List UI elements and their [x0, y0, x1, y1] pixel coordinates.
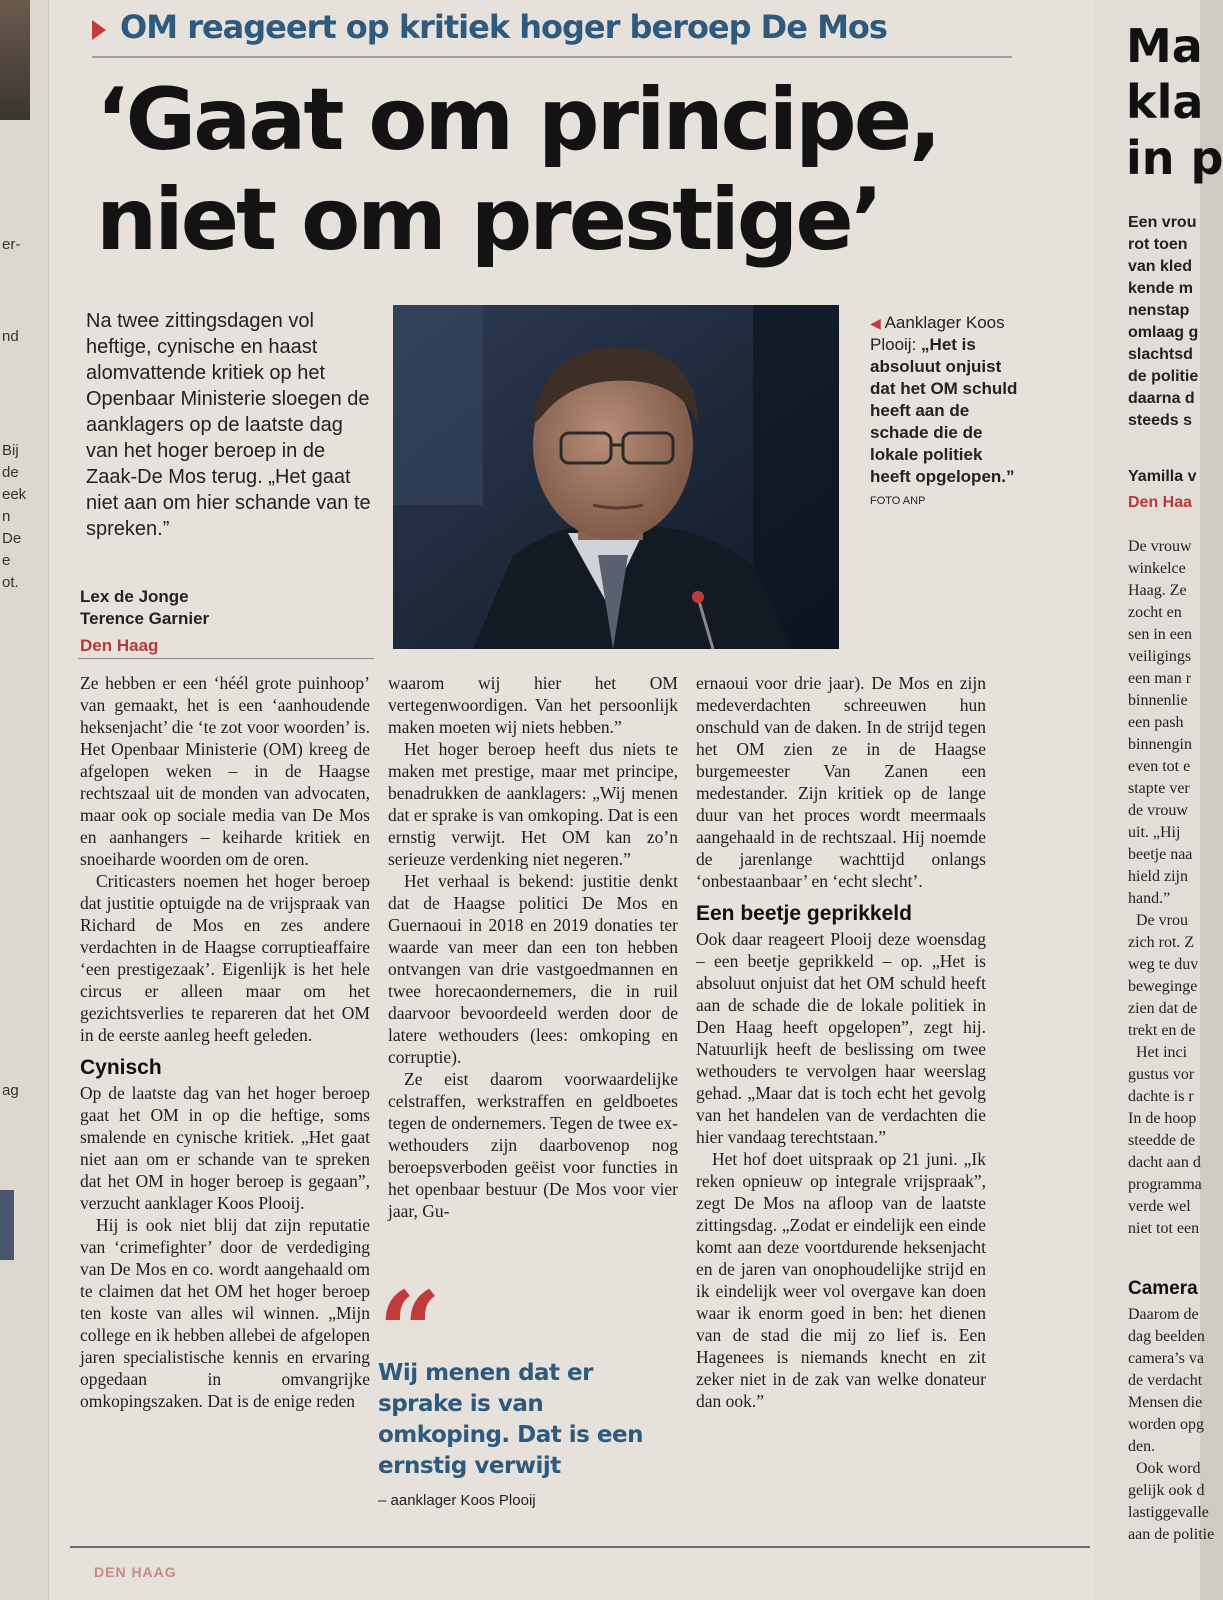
paragraph: Het hof doet uitspraak op 21 juni. „Ik reken opnieuw op integrale vrijspraak”, zegt De Mos na afloop van de laatste zittingsdag. „Zodat er eindelijk een einde komt aan deze voortdurende heksenjacht en de jaren van onophoudelijke strijd en ik eindelijk weer vol overgave kan doen waar ik enorm goed in ben: het dienen van de stad die mij zo lief is. Een Hagenees is niemands knecht en zit zeker niet in de zak van welke donateur dan ook.” [696, 1149, 986, 1411]
paragraph: Op de laatste dag van het hoger beroep gaat het OM in op die heftige, soms smalende en cynische kritiek. „Het gaat niet aan om er schande van te spreken dat het OM in hoger beroep is gegaan”, verzucht aanklager Koos Plooij. [80, 1083, 370, 1213]
right-headline-fragment: Ma kla in p [1126, 19, 1223, 185]
prosecutor-photo-illustration [393, 305, 839, 649]
left-fragment-text: nd [2, 328, 19, 345]
left-fragment-text: Bij [2, 442, 19, 459]
paragraph: Ze hebben er een ‘héél grote puinhoop’ van gemaakt, het is een ‘aanhoudende heksenjacht’ die ‘te zot voor woorden’ is. Het Openbaar Ministerie (OM) kreeg de afgelopen weken – in de Haagse rechtszaal uit de monden van advocaten, maar ook op sociale media van De Mos en aanhangers – keiharde kritiek en snoeiharde woorden om de oren. [80, 673, 370, 869]
right-author-fragment: Yamilla v [1128, 468, 1197, 485]
page-bottom-rule [70, 1546, 1090, 1548]
pull-quote [378, 1267, 670, 1509]
kicker-text: OM reageert op kritiek hoger beroep De Mos [120, 8, 887, 46]
left-fragment-text: de [2, 464, 19, 481]
left-fragment-text: De [2, 530, 22, 547]
author-name: Lex de Jonge [80, 587, 189, 606]
paragraph: Criticasters noemen het hoger beroep dat justitie optuigde na de vrijspraak van Richard de Mos en zes andere verdachten in de Haagse corruptieaffaire ‘een prestigezaak’. Eigenlijk is het hele circus er alleen maar om het gezichtsverlies te repareren dat het OM in de eerste aanleg heeft geleden. [80, 871, 370, 1045]
article-column-3 [696, 672, 986, 1412]
quote-mark-icon: “ [378, 1267, 442, 1396]
kicker [92, 8, 1012, 48]
paragraph: Het verhaal is bekend: justitie denkt dat de Haagse politici De Mos en Guernaoui in 2018 en 2019 donaties ter waarde van meer dan een ton hebben ontvangen van drie vastgoedmannen en twee horecaondernemers, die in ruil daarvoor bevoordeeld werden door de latere wethouders (lees: omkoping en corruptie). [388, 871, 678, 1067]
caption-arrow-icon: ◀ [870, 315, 881, 331]
right-article-fragment [1094, 0, 1223, 1600]
pull-quote-attribution: – aanklager Koos Plooij [378, 1492, 536, 1509]
left-fragment-text: n [2, 508, 11, 525]
right-body-fragment: De vrouw winkelce Haag. Ze zocht en sen in een veiligings een man r binnenlie een pash binnengin even tot e stapte ver de vrouw uit. „Hij beetje naa hield zijn hand.” De vrou zich rot. Z weg te duv beweginge zien dat de trekt en de Het inci gustus vor dachte is r In de hoop steedde de dacht aan d programma verde wel niet tot een [1128, 538, 1202, 1237]
dateline-rule [78, 658, 374, 659]
byline [80, 586, 209, 630]
paragraph: ernaoui voor drie jaar). De Mos en zijn medeverdachten schreeuwen hun onschuld van de daken. In de strijd tegen het OM zien ze in de Haagse burgemeester Van Zanen een medestander. Zijn kritiek op de lange duur van het proces wordt meermaals aangehaald in de rechtszaal. Hij noemde de jarenlange wachttijd onlangs ‘onbestaanbaar’ en ‘echt slecht’. [696, 673, 986, 891]
right-lead-fragment: Een vrou rot toen van kled kende m nenstap omlaag g slachtsd de politie daarna d steeds s [1128, 214, 1199, 429]
paragraph: Ook daar reageert Plooij deze woensdag – een beetje geprikkeld – op. „Het is absoluut onjuist dat het OM schuld heeft aan de schade die de lokale politiek in Den Haag heeft opgelopen”, zegt hij. Natuurlijk heeft de beslissing om twee wethouders te vervolgen haar weerslag gehad. „Maar dat is toch echt het gevolg van het handelen van de verdachten die hier vandaag terechtstaan.” [696, 929, 986, 1147]
left-column-fragment [0, 0, 49, 1600]
paragraph: Hij is ook niet blij dat zijn reputatie van ‘crimefighter’ door de verdediging van De Mos en co. wordt aangehaald om te claimen dat het OM het hoger beroep ten koste van alles wil winnen. „Mijn college en ik hebben allebei de afgelopen jaren specialistische kennis en ervaring opgedaan in omvangrijke omkopingszaken. Dat is de enige reden [80, 1215, 370, 1411]
dateline: Den Haag [80, 636, 159, 655]
article-column-2 [388, 672, 678, 1222]
left-photo-fragment-2 [0, 1190, 14, 1260]
pull-quote-text: Wij menen dat er sprake is van omkoping. Dat is een ernstig verwijt [378, 1360, 643, 1479]
headline-line-2: niet om prestige’ [96, 170, 881, 270]
left-fragment-text: ag [2, 1082, 19, 1099]
left-fragment-text: e [2, 552, 11, 569]
section-footer: DEN HAAG [94, 1564, 177, 1580]
left-fragment-text: er- [2, 236, 21, 253]
left-fragment-text: ot. [2, 574, 19, 591]
photo-credit: FOTO ANP [870, 495, 926, 507]
caption-lead: Aanklager Koos Plooij: [870, 313, 1005, 354]
right-dateline-fragment: Den Haa [1128, 494, 1193, 511]
article-column-1 [80, 672, 370, 1412]
paragraph: Het hoger beroep heeft dus niets te maken met prestige, maar met principe, benadrukken de aanklagers: „Wij menen dat er sprake is van omkoping. Dat is een ernstig verwijt. Het OM kan zo’n serieuze verdenking niet negeren.” [388, 739, 678, 869]
kicker-bullet-icon [92, 20, 106, 40]
paragraph: waarom wij hier het OM vertegenwoordigen. Van het persoonlijk maken moeten wij niets hebben.” [388, 673, 678, 737]
left-fragment-text: eek [2, 486, 27, 503]
paragraph: Ze eist daarom voorwaardelijke celstraffen, werkstraffen en geldboetes tegen de ondernemers. Tegen de twee ex-wethouders zijn daarbovenop nog beroepsverboden geëist voor functies in het openbaar bestuur (De Mos voor vier jaar, Gu- [388, 1069, 678, 1221]
caption-quote: „Het is absoluut onjuist dat het OM schuld heeft aan de schade die de lokale politiek heeft opgelopen.” [870, 335, 1018, 486]
prosecutor-photo [393, 305, 839, 649]
headline [96, 70, 1036, 270]
intro-lead: Na twee zittingsdagen vol heftige, cynische en haast alomvattende kritiek op het Openbaar Ministerie sloegen de aanklagers op de laatste dag van het hoger beroep in de Zaak-De Mos terug. „Het gaat niet aan om hier schande van te spreken.” [86, 310, 371, 540]
subheading: Cynisch [80, 1056, 162, 1079]
photo-caption [870, 312, 1020, 512]
right-subheading-fragment: Camera [1128, 1278, 1198, 1299]
subheading: Een beetje geprikkeld [696, 902, 912, 925]
left-photo-fragment [0, 0, 30, 120]
kicker-rule [92, 56, 1012, 58]
author-name: Terence Garnier [80, 609, 210, 628]
right-body-fragment-2: Daarom de dag beelden camera’s va de verdacht Mensen die worden opg den. Ook word gelijk ook d lastiggevalle aan de politie [1128, 1306, 1215, 1543]
headline-line-1: ‘Gaat om principe, [96, 70, 939, 170]
